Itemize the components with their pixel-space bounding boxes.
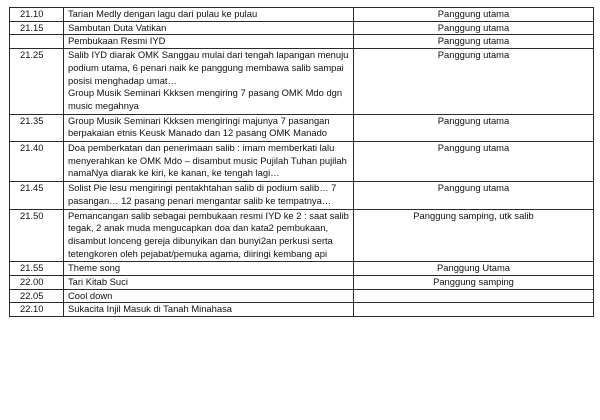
- table-row: [10, 49, 594, 115]
- table-row: [10, 182, 594, 209]
- place-cell: Panggung utama: [354, 142, 594, 182]
- time-cell: 21.25: [10, 49, 64, 115]
- place-cell: [354, 289, 594, 303]
- table-row: [10, 262, 594, 276]
- table-row: [10, 114, 594, 141]
- time-cell: 21.40: [10, 142, 64, 182]
- table-row: [10, 303, 594, 317]
- time-cell: 22.10: [10, 303, 64, 317]
- place-cell: Panggung Utama: [354, 262, 594, 276]
- table-row: [10, 142, 594, 182]
- description-cell: Sukacita Injil Masuk di Tanah Minahasa: [64, 303, 354, 317]
- place-cell: Panggung samping, utk salib: [354, 209, 594, 262]
- description-paragraph: Group Musik Seminari Kkksen mengiring 7 pasang OMK Mdo dgn music megahnya: [68, 87, 343, 111]
- time-cell: 21.15: [10, 21, 64, 35]
- description-paragraph: Salib IYD diarak OMK Sanggau mulai dari tengah lapangan menuju podium utama, 6 penari naik ke panggung membawa salib sampai posisi menghadap umat…: [68, 49, 349, 86]
- time-cell: 22.05: [10, 289, 64, 303]
- time-cell: 21.55: [10, 262, 64, 276]
- description-cell: Group Musik Seminari Kkksen mengiringi majunya 7 pasangan berpakaian etnis Keusk Manado dan 12 pasang OMK Manado: [64, 114, 354, 141]
- description-cell: Solist Pie lesu mengiringi pentakhtahan salib di podium salib… 7 pasangan… 12 pasang penari mengantar salib ke tempatnya…: [64, 182, 354, 209]
- place-cell: Panggung utama: [354, 21, 594, 35]
- time-cell: 21.10: [10, 8, 64, 22]
- time-cell: 21.45: [10, 182, 64, 209]
- table-row: [10, 35, 594, 49]
- description-cell: Cool down: [64, 289, 354, 303]
- description-cell: Theme song: [64, 262, 354, 276]
- place-cell: [354, 303, 594, 317]
- schedule-body: [10, 8, 594, 317]
- schedule-table: [9, 7, 594, 317]
- place-cell: Panggung samping: [354, 276, 594, 290]
- place-cell: Panggung utama: [354, 49, 594, 115]
- description-cell: Doa pemberkatan dan penerimaan salib : imam memberkati lalu menyerahkan ke OMK Mdo – disambut music Pujilah Tuhan pujilah namaNya diarak ke kiri, ke kanan, ke tengah lagi…: [64, 142, 354, 182]
- table-row: [10, 21, 594, 35]
- table-row: [10, 8, 594, 22]
- description-cell: Sambutan Duta Vatikan: [64, 21, 354, 35]
- place-cell: Panggung utama: [354, 8, 594, 22]
- time-cell: 22.00: [10, 276, 64, 290]
- place-cell: Panggung utama: [354, 114, 594, 141]
- description-cell: [64, 49, 354, 115]
- place-cell: Panggung utama: [354, 35, 594, 49]
- description-cell: Tari Kitab Suci: [64, 276, 354, 290]
- time-cell: [10, 35, 64, 49]
- place-cell: Panggung utama: [354, 182, 594, 209]
- time-cell: 21.35: [10, 114, 64, 141]
- time-cell: 21.50: [10, 209, 64, 262]
- table-row: [10, 209, 594, 262]
- description-cell: Tarian Medly dengan lagu dari pulau ke pulau: [64, 8, 354, 22]
- description-cell: Pemancangan salib sebagai pembukaan resmi IYD ke 2 : saat salib tegak, 2 anak muda mengucapkan doa dan kata2 pembukaan, disambut lonceng gereja dibunyikan dan bunyi2an perkusi serta tetengkoren oleh pejabat/pemuka agama, diiringi kembang api: [64, 209, 354, 262]
- description-cell: Pembukaan Resmi IYD: [64, 35, 354, 49]
- table-row: [10, 289, 594, 303]
- table-row: [10, 276, 594, 290]
